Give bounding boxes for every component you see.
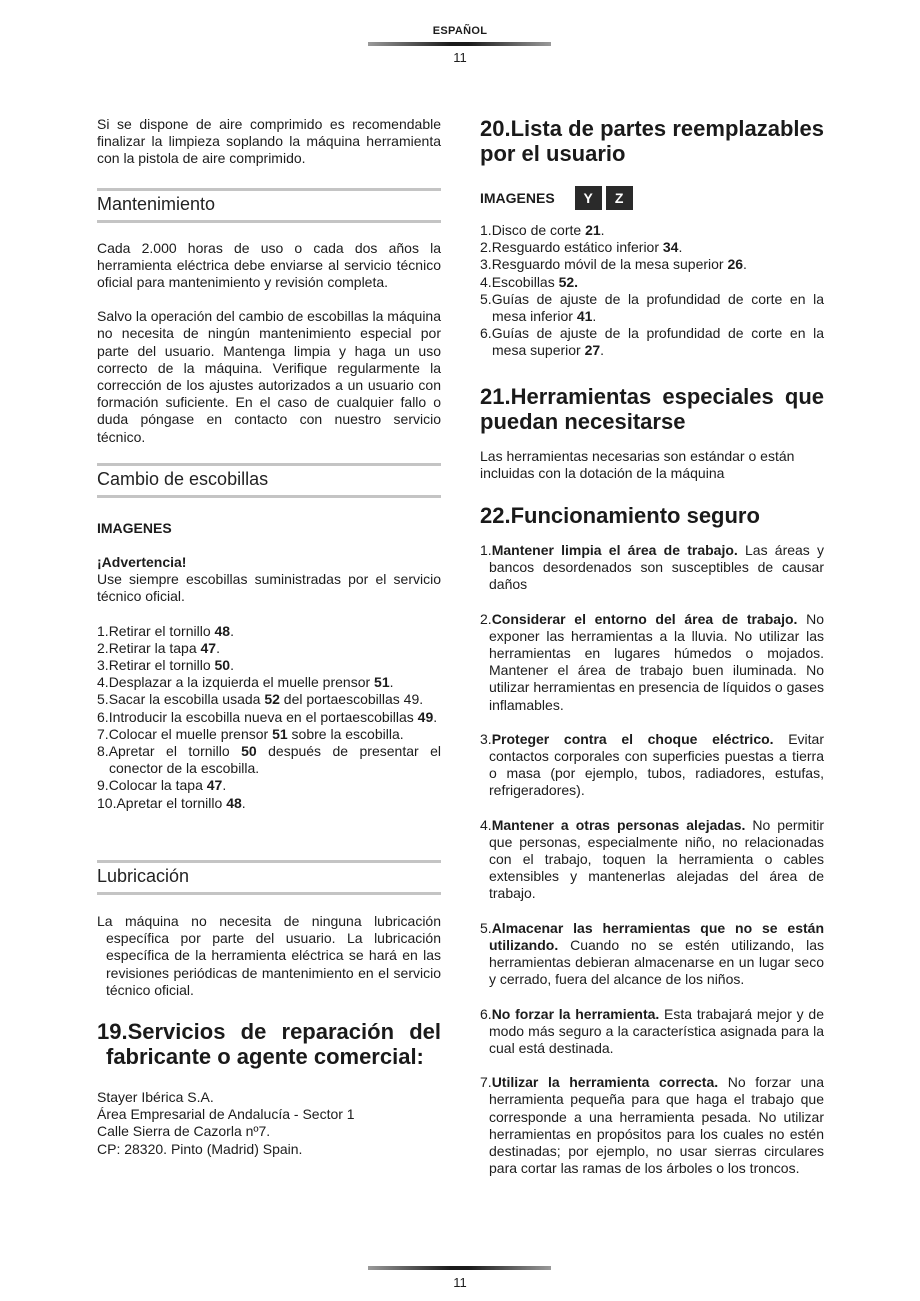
image-badges xyxy=(575,186,633,210)
address-line-1: Área Empresarial de Andalucía - Sector 1 xyxy=(97,1106,355,1123)
brush-step-item: 6.Introducir la escobilla nueva en el portaescobillas 49. xyxy=(97,708,438,725)
replaceable-part-item: 2.Resguardo estático inferior 34. xyxy=(480,239,683,256)
section-22-title: 22.Funcionamiento seguro xyxy=(480,503,760,529)
brush-step-item: 2.Retirar la tapa 47. xyxy=(97,639,220,656)
warning-title: ¡Advertencia! xyxy=(97,554,187,571)
safety-rule-item: 4.Mantener a otras personas alejadas. No permitir que personas, especialmente niño, no relacionadas con el trabajo, toquen la herramienta o cables extensibles y mantenerlas alejadas del área de trabajo. xyxy=(480,816,824,902)
replaceable-part-item: 1.Disco de corte 21. xyxy=(480,222,605,238)
replaceable-part-item: 3.Resguardo móvil de la mesa superior 26. xyxy=(480,256,747,273)
section-19-title: 19.Servicios de reparación del fabricante o agente comercial: xyxy=(97,1018,441,1069)
header-rule xyxy=(368,42,551,46)
safety-rule-item: 5.Almacenar las herramientas que no se están utilizando. Cuando no se estén utilizando, las herramientas debieran almacenarse en un lugar seco y cerrado, fuera del alcance de los niños. xyxy=(480,919,824,988)
section-20-images-row xyxy=(480,186,824,210)
replaceable-parts-list xyxy=(480,222,824,360)
lubrication-heading: Lubricación xyxy=(97,860,441,895)
brush-step-item: 1.Retirar el tornillo 48. xyxy=(97,622,234,639)
left-column xyxy=(97,116,441,1158)
section-21-text: Las herramientas necesarias son estándar o están incluidas con la dotación de la máquina xyxy=(480,447,795,481)
section-21-title: 21.Herramientas especiales que puedan necesitarse xyxy=(480,383,824,434)
brushes-heading: Cambio de escobillas xyxy=(97,463,441,498)
image-badge-z: Z xyxy=(606,186,633,210)
section-20-title: 20.Lista de partes reemplazables por el usuario xyxy=(480,116,824,166)
safety-rule-item: 1.Mantener limpia el área de trabajo. Las áreas y bancos desordenados son susceptibles de causar daños xyxy=(480,542,825,593)
company-name: Stayer Ibérica S.A. xyxy=(97,1088,214,1105)
brush-step-item: 3.Retirar el tornillo 50. xyxy=(97,657,234,674)
page-number-top: 11 xyxy=(453,50,467,65)
footer-rule xyxy=(368,1266,551,1270)
right-column xyxy=(480,116,824,1177)
brush-steps-list xyxy=(97,623,441,812)
warning-text: Use siempre escobillas suministradas por el servicio técnico oficial. xyxy=(97,571,441,605)
safety-rule-item: 7.Utilizar la herramienta correcta. No forzar una herramienta pequeña para que haga el trabajo que corresponde a una herramienta pesada. No utilizar herramientas en propósitos para los cuales no estén destinadas; por ejemplo, no usar sierras circulares para cortar las ramas de los árboles o los troncos. xyxy=(480,1074,824,1177)
section-20-images-label: IMAGENES xyxy=(480,190,555,206)
intro-paragraph: Si se dispone de aire comprimido es recomendable finalizar la limpieza soplando la máquina herramienta con la pistola de aire comprimido. xyxy=(97,116,441,167)
address-line-3: CP: 28320. Pinto (Madrid) Spain. xyxy=(97,1140,303,1157)
page-number-bottom: 11 xyxy=(453,1275,467,1290)
brush-step-item: 5.Sacar la escobilla usada 52 del portaescobillas 49. xyxy=(97,691,424,708)
maintenance-paragraph-2: Salvo la operación del cambio de escobillas la máquina no necesita de ningún mantenimiento especial por parte del usuario. Mantenga limpia y haga un uso correcto de la máquina. Verifique regularmente la corrección de los ajustes autorizados a un usuario con formación suficiente. En el caso de cualquier fallo o duda póngase en contacto con nuestro servicio técnico. xyxy=(97,308,441,445)
header-language: ESPAÑOL xyxy=(432,25,488,37)
brush-step-item: 7.Colocar el muelle prensor 51 sobre la escobilla. xyxy=(97,725,404,742)
brush-step-item: 9.Colocar la tapa 47. xyxy=(97,777,227,794)
replaceable-part-item: 5.Guías de ajuste de la profundidad de corte en la mesa inferior 41. xyxy=(480,290,824,325)
brush-step-item: 4.Desplazar a la izquierda el muelle prensor 51. xyxy=(97,674,394,691)
brush-step-item: 8.Apretar el tornillo 50 después de presentar el conector de la escobilla. xyxy=(97,743,442,777)
safety-rule-item: 2.Considerar el entorno del área de trabajo. No exponer las herramientas a la lluvia. No utilizar las herramientas en lugares húmedos o mojados. Mantener el área de trabajo buen iluminada. No utilizar herramientas en presencia de líquidos o gases inflamables. xyxy=(480,610,825,713)
safety-rule-item: 6.No forzar la herramienta. Esta trabajará mejor y de modo más seguro a la característica asignada para la cual está destinada. xyxy=(480,1005,825,1056)
lubrication-paragraph: La máquina no necesita de ninguna lubricación específica por parte del usuario. La lubricación específica de la herramienta eléctrica se hará en las revisiones periódicas de mantenimiento en el servicio técnico oficial. xyxy=(97,912,441,998)
maintenance-paragraph-1: Cada 2.000 horas de uso o cada dos años la herramienta eléctrica debe enviarse al servicio técnico oficial para mantenimiento y revisión completa. xyxy=(97,239,441,291)
safety-rules-list xyxy=(480,542,824,1177)
replaceable-part-item: 6.Guías de ajuste de la profundidad de corte en la mesa superior 27. xyxy=(480,325,824,359)
safety-rule-item: 3.Proteger contra el choque eléctrico. Evitar contactos corporales con superficies puestas a tierra o masa (por ejemplo, tubos, radiadores, estufas, refrigeradores). xyxy=(480,730,824,799)
address-line-2: Calle Sierra de Cazorla nº7. xyxy=(97,1123,271,1140)
image-badge-y: Y xyxy=(575,186,602,210)
brush-step-item: 10.Apretar el tornillo 48. xyxy=(97,794,246,811)
brushes-images-label: IMAGENES xyxy=(97,519,172,536)
maintenance-heading: Mantenimiento xyxy=(97,188,441,223)
replaceable-part-item: 4.Escobillas 52. xyxy=(480,273,579,290)
